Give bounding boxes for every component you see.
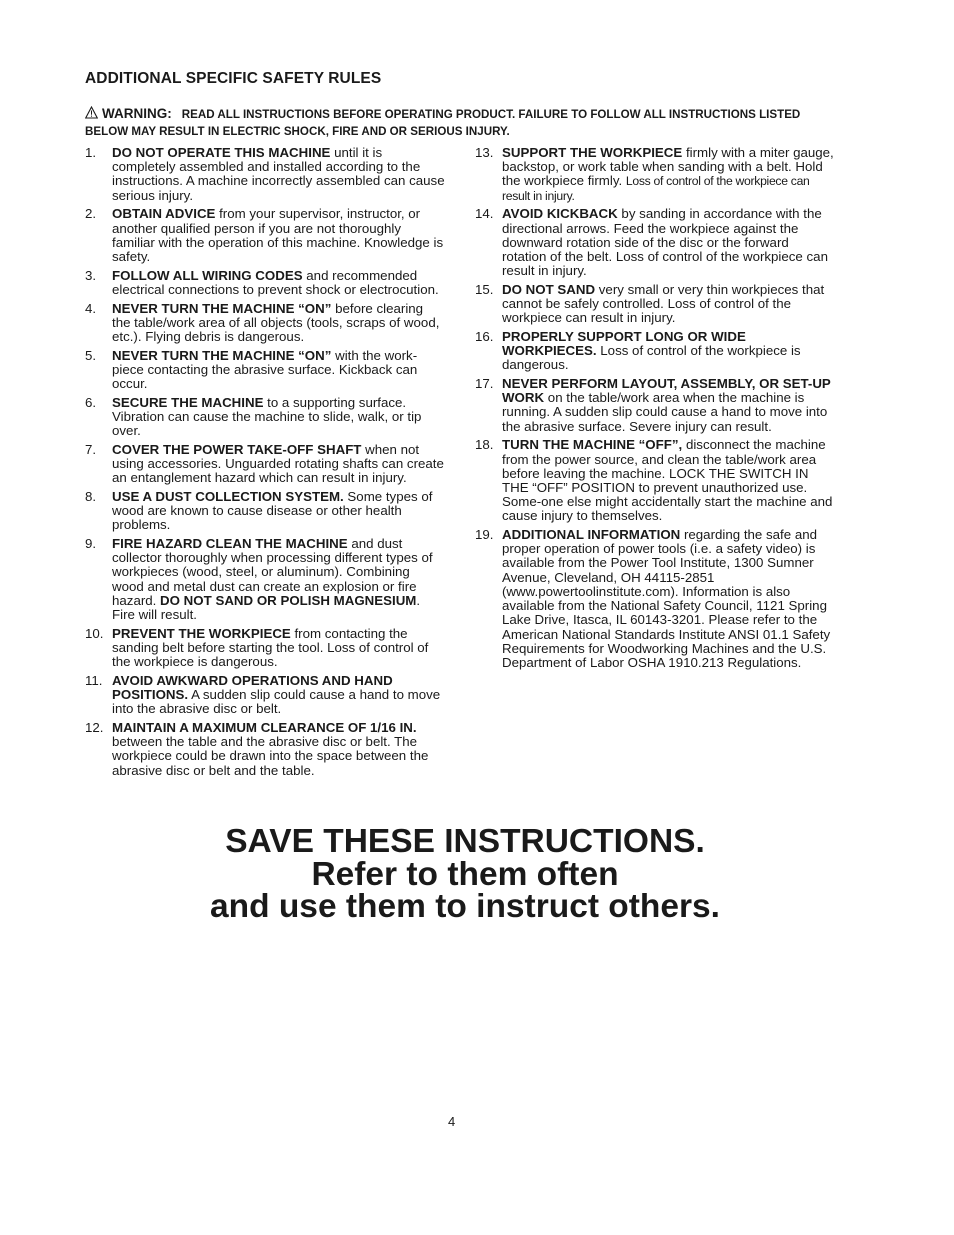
rule-number: 16. xyxy=(475,328,494,344)
rule-item xyxy=(475,330,835,373)
rule-number: 9. xyxy=(85,536,97,552)
rule-lead: SUPPORT THE WORKPIECE xyxy=(502,145,683,160)
rule-lead: COVER THE POWER TAKE-OFF SHAFT xyxy=(112,441,362,457)
rule-lead: SECURE THE MACHINE xyxy=(112,394,264,410)
rule-lead: DO NOT OPERATE THIS MACHINE xyxy=(112,145,331,160)
page-number: 4 xyxy=(448,1114,456,1129)
rules-list-right xyxy=(475,146,835,675)
rule-number: 11. xyxy=(85,672,103,688)
warning-notice xyxy=(85,105,845,140)
rule-text: very small or very thin workpieces that cannot be safely controlled. Loss of control of the workpiece can result in injury. xyxy=(502,281,825,326)
save-line: and use them to instruct others. xyxy=(209,888,720,925)
rule-text: Some types of wood are known to cause disease or other health problems. xyxy=(112,488,433,533)
rule-item xyxy=(475,528,835,670)
rule-lead: NEVER TURN THE MACHINE “ON” xyxy=(112,347,332,363)
rule-text: disconnect the machine from the power source, and clean the table/work area before leaving the machine. LOCK THE SWITCH IN THE “OFF” POSITION to prevent unauthorized use. Some-one else might accidentally start the machine and cause injury to themselves. xyxy=(502,437,833,524)
rule-item xyxy=(475,283,835,326)
rule-item xyxy=(85,443,445,486)
rule-lead: ADDITIONAL INFORMATION xyxy=(502,527,681,543)
rule-item xyxy=(85,537,445,622)
rule-lead: MAINTAIN A MAXIMUM CLEARANCE OF 1/16 IN. xyxy=(112,720,417,736)
rule-number: 4. xyxy=(85,300,97,316)
warning-label: WARNING: xyxy=(102,106,172,121)
rule-text: and recommended electrical connections to prevent shock or electrocution. xyxy=(112,267,439,297)
rule-item xyxy=(85,490,445,533)
rule-item xyxy=(85,207,445,264)
rule-item xyxy=(85,146,445,203)
rule-lead: DO NOT SAND xyxy=(502,281,596,297)
rule-number: 5. xyxy=(85,347,97,363)
rule-lead: AVOID KICKBACK xyxy=(502,206,618,222)
rule-text: firmly with a miter gauge, backstop, or work table when sanding with a belt. Hold the workpiece firmly. xyxy=(502,145,834,189)
save-line: Refer to them often xyxy=(311,855,619,893)
rule-item xyxy=(475,207,835,278)
rule-number: 6. xyxy=(85,394,97,410)
rule-lead: TURN THE MACHINE “OFF”, xyxy=(502,437,683,453)
rule-text: from contacting the sanding belt before starting the tool. Loss of control of the workpiece is dangerous. xyxy=(112,625,429,670)
rule-lead: FIRE HAZARD CLEAN THE MACHINE xyxy=(112,536,348,552)
rule-number: 1. xyxy=(85,145,97,160)
rule-item xyxy=(85,674,445,717)
rule-text: with the work-piece contacting the abrasive surface. Kickback can occur. xyxy=(112,347,418,392)
rule-text: on the table/work area when the machine is running. A sudden slip could cause a hand to move into the abrasive surface. Severe injury can result. xyxy=(502,390,828,434)
rule-text: before clearing the table/work area of all objects (tools, scraps of wood, etc.). Flying debris is dangerous. xyxy=(112,300,440,344)
rule-item xyxy=(475,377,835,434)
rule-item xyxy=(85,721,445,778)
save-instructions-banner xyxy=(0,823,930,925)
rule-lead: DO NOT SAND OR POLISH MAGNESIUM xyxy=(160,592,417,608)
rule-text-small: Loss of control of the workpiece can result in injury. xyxy=(502,174,810,203)
rule-number: 10. xyxy=(85,625,104,641)
rule-number: 13. xyxy=(475,145,494,160)
rule-lead: PROPERLY SUPPORT LONG OR WIDE WORKPIECES. xyxy=(502,328,746,359)
rule-number: 18. xyxy=(475,437,494,453)
rule-text: . Fire will result. xyxy=(112,592,421,623)
rule-text: from your supervisor, instructor, or another qualified person if you are not thoroughly familiar with the operation of this machine. Knowledge is safety. xyxy=(112,206,444,264)
rule-text: and dust collector thoroughly when processing different types of workpieces (wood, steel, or aluminum). Combining wood and metal dust can create an explosion or fire hazard. xyxy=(112,536,433,608)
rule-number: 15. xyxy=(475,281,494,297)
save-line: SAVE THESE INSTRUCTIONS. xyxy=(225,823,705,860)
rule-lead: OBTAIN ADVICE xyxy=(112,206,216,222)
rule-text: A sudden slip could cause a hand to move into the abrasive disc or belt. xyxy=(112,687,441,717)
rule-item xyxy=(85,349,445,392)
rule-number: 8. xyxy=(85,488,97,504)
rule-item xyxy=(85,269,445,297)
warning-triangle-icon xyxy=(85,106,98,119)
rule-text: regarding the safe and proper operation of power tools (i.e. a safety video) is available from the Power Tool Institute, 1300 Sumner Avenue, Cleveland, OH 44115-2851 (www.powertoolinstitute.com). Information is also available from the National Safety Council, 1121 Spring Lake Drive, Itasca, IL 60143-3201. Please refer to the American National Standards Institute ANSI 01.1 Safety Requirements for Woodworking Machines and the U.S. Department of Labor OSHA 1910.213 Regulations. xyxy=(502,527,831,670)
rule-lead: USE A DUST COLLECTION SYSTEM. xyxy=(112,488,344,504)
rule-text: to a supporting surface. Vibration can cause the machine to slide, walk, or tip over. xyxy=(112,394,422,439)
rules-list-left xyxy=(85,146,445,782)
rule-text: Loss of control of the workpiece is dangerous. xyxy=(502,343,801,373)
rule-item xyxy=(85,302,445,345)
rule-text: between the table and the abrasive disc or belt. The workpiece could be drawn into the space between the abrasive disc or belt and the table. xyxy=(112,734,429,778)
rule-number: 3. xyxy=(85,267,97,283)
rule-number: 14. xyxy=(475,206,494,222)
rule-number: 12. xyxy=(85,720,104,736)
rule-item xyxy=(85,396,445,439)
rule-number: 2. xyxy=(85,206,97,222)
rule-number: 19. xyxy=(475,527,494,543)
rule-item xyxy=(475,438,835,523)
rule-lead: FOLLOW ALL WIRING CODES xyxy=(112,267,303,283)
rule-lead: NEVER TURN THE MACHINE “ON” xyxy=(112,300,332,316)
rule-text: when not using accessories. Unguarded rotating shafts can create an entanglement hazard which can result in injury. xyxy=(112,441,444,486)
rule-lead: NEVER PERFORM LAYOUT, ASSEMBLY, OR SET-UP WORK xyxy=(502,376,831,406)
rule-text: by sanding in accordance with the directional arrows. Feed the workpiece against the downward rotation side of the disc or the forward rotation of the belt. Loss of control of the workpiece can result in injury. xyxy=(502,206,828,279)
rule-item xyxy=(475,146,835,203)
section-heading: ADDITIONAL SPECIFIC SAFETY RULES xyxy=(85,70,382,87)
rule-lead: PREVENT THE WORKPIECE xyxy=(112,625,291,641)
warning-text: READ ALL INSTRUCTIONS BEFORE OPERATING PRODUCT. FAILURE TO FOLLOW ALL INSTRUCTIONS LISTED BELOW MAY RESULT IN ELECTRIC SHOCK, FIRE AND OR SERIOUS INJURY. xyxy=(85,108,801,138)
rule-item xyxy=(85,627,445,670)
rule-number: 17. xyxy=(475,376,494,392)
rule-number: 7. xyxy=(85,441,97,457)
rule-lead: AVOID AWKWARD OPERATIONS AND HAND POSITIONS. xyxy=(112,672,393,703)
rule-text: until it is completely assembled and installed according to the instructions. A machine incorrectly assembled can cause serious injury. xyxy=(112,145,445,203)
